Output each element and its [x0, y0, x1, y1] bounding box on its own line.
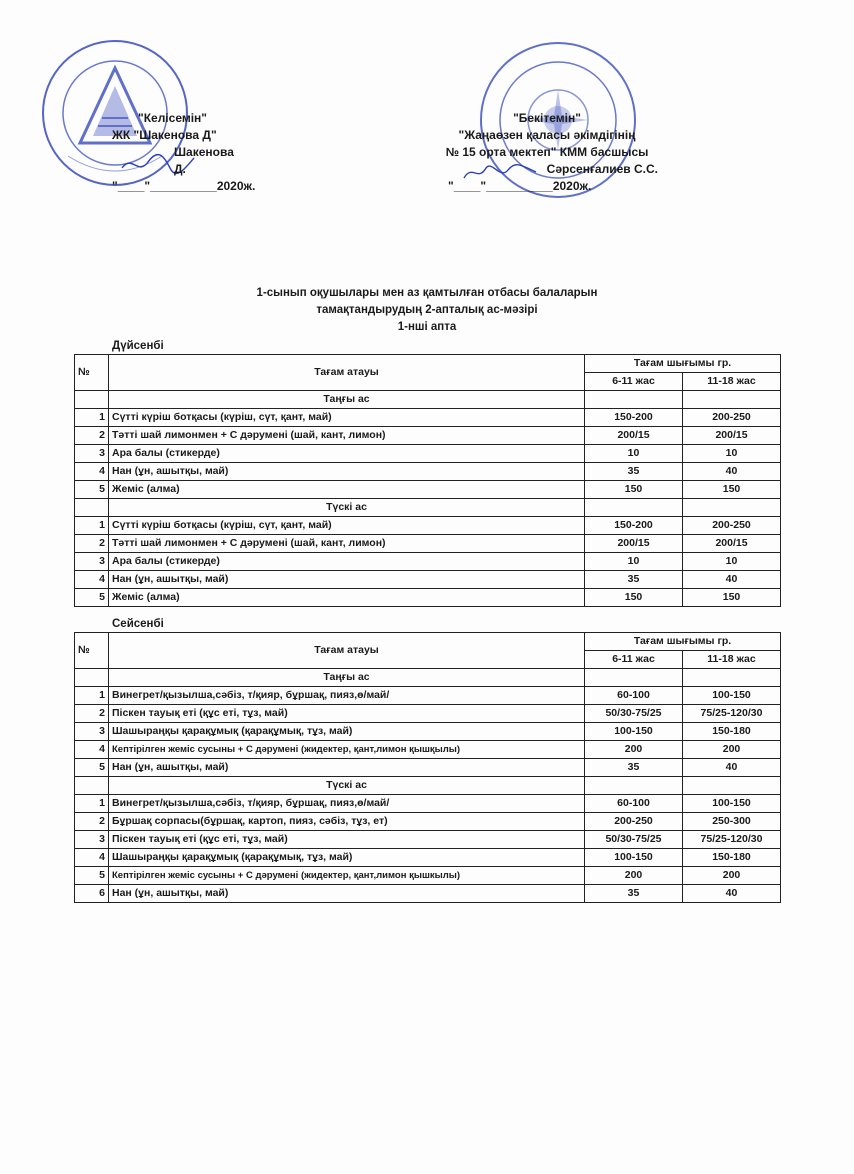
dish-name: Сүтті күріш ботқасы (күріш, сүт, қант, май) [109, 409, 585, 427]
day-label-tuesday: Сейсенбі [112, 618, 164, 630]
header-age-6-11: 6-11 жас [585, 373, 683, 391]
monday-breakfast [75, 391, 781, 499]
row-number: 5 [75, 759, 109, 777]
portion-6-11: 35 [585, 463, 683, 481]
table-row [75, 687, 781, 705]
left-approval-block [112, 110, 256, 195]
meal-title: Таңғы ас [109, 669, 585, 687]
row-number: 5 [75, 589, 109, 607]
row-number: 2 [75, 427, 109, 445]
table-row [75, 481, 781, 499]
table-row [75, 849, 781, 867]
table-row [75, 589, 781, 607]
portion-6-11: 50/30-75/25 [585, 831, 683, 849]
portion-11-18: 200 [683, 867, 781, 885]
dish-name: Піскен тауық еті (құс еті, тұз, май) [109, 705, 585, 723]
dish-name: Жеміс (алма) [109, 481, 585, 499]
row-number: 4 [75, 463, 109, 481]
row-number: 3 [75, 445, 109, 463]
row-number: 3 [75, 553, 109, 571]
dish-name: Шашыраңқы қарақұмық (қарақұмық, тұз, май) [109, 849, 585, 867]
day-label-monday: Дүйсенбі [112, 340, 164, 352]
right-approval-org: "Жаңаөзен қаласы әкімдігінің [458, 128, 636, 142]
monday-lunch [75, 499, 781, 607]
portion-11-18: 150 [683, 589, 781, 607]
portion-6-11: 10 [585, 445, 683, 463]
portion-6-11: 200 [585, 867, 683, 885]
portion-11-18: 200-250 [683, 517, 781, 535]
right-approval-signer: Сәрсенғалиев С.С. [546, 162, 658, 176]
portion-11-18: 100-150 [683, 795, 781, 813]
table-row [75, 813, 781, 831]
portion-6-11: 60-100 [585, 795, 683, 813]
menu-title-line2: тамақтандырудың 2-апталық ас-мәзірі [316, 304, 538, 316]
row-number: 5 [75, 481, 109, 499]
portion-6-11: 150-200 [585, 409, 683, 427]
dish-name: Шашыраңқы қарақұмық (қарақұмық, тұз, май) [109, 723, 585, 741]
header-num: № [75, 355, 109, 391]
portion-6-11: 200/15 [585, 427, 683, 445]
right-approval-label: "Бекітемін" [513, 111, 581, 125]
table-row [75, 705, 781, 723]
row-number: 4 [75, 571, 109, 589]
right-approval-date: "____"__________2020ж. [448, 179, 592, 193]
table-row [75, 571, 781, 589]
portion-6-11: 100-150 [585, 849, 683, 867]
tuesday-breakfast [75, 669, 781, 777]
dish-name: Бұршақ сорпасы(бұршақ, картоп, пияз, сәбіз, тұз, ет) [109, 813, 585, 831]
dish-name: Винегрет/қызылша,сәбіз, т/қияр, бұршақ, пияз,ө/май/ [109, 687, 585, 705]
portion-6-11: 35 [585, 571, 683, 589]
left-approval-date: "____"__________2020ж. [112, 179, 256, 193]
table-row [75, 759, 781, 777]
dish-name: Нан (ұн, ашытқы, май) [109, 885, 585, 903]
dish-name: Нан (ұн, ашытқы, май) [109, 571, 585, 589]
table-row [75, 445, 781, 463]
portion-6-11: 150 [585, 481, 683, 499]
row-number: 1 [75, 517, 109, 535]
meal-title: Таңғы ас [109, 391, 585, 409]
header-num: № [75, 633, 109, 669]
portion-11-18: 250-300 [683, 813, 781, 831]
header-portion: Тағам шығымы гр. [585, 355, 781, 373]
portion-11-18: 200-250 [683, 409, 781, 427]
row-number: 2 [75, 535, 109, 553]
portion-11-18: 75/25-120/30 [683, 831, 781, 849]
dish-name: Піскен тауық еті (құс еті, тұз, май) [109, 831, 585, 849]
portion-6-11: 50/30-75/25 [585, 705, 683, 723]
menu-table-tuesday [74, 632, 781, 903]
row-number: 4 [75, 741, 109, 759]
dish-name: Кептірілген жеміс сусыны + С дәрумені (жидектер, қант,лимон қышкылы) [109, 867, 585, 885]
header-portion: Тағам шығымы гр. [585, 633, 781, 651]
portion-11-18: 200/15 [683, 427, 781, 445]
row-number: 3 [75, 723, 109, 741]
dish-name: Ара балы (стикерде) [109, 553, 585, 571]
row-number: 1 [75, 409, 109, 427]
dish-name: Тәтті шай лимонмен + С дәрумені (шай, кант, лимон) [109, 427, 585, 445]
portion-11-18: 150-180 [683, 849, 781, 867]
row-number: 4 [75, 849, 109, 867]
row-number: 2 [75, 813, 109, 831]
portion-6-11: 200/15 [585, 535, 683, 553]
portion-11-18: 150 [683, 481, 781, 499]
portion-11-18: 40 [683, 759, 781, 777]
table-row [75, 831, 781, 849]
row-number: 6 [75, 885, 109, 903]
table-row [75, 517, 781, 535]
row-number: 5 [75, 867, 109, 885]
meal-title: Түскі ас [109, 499, 585, 517]
portion-6-11: 200-250 [585, 813, 683, 831]
left-approval-org: ЖК "Шакенова Д" [112, 128, 217, 142]
dish-name: Нан (ұн, ашытқы, май) [109, 759, 585, 777]
table-row [75, 463, 781, 481]
header-dish: Тағам атауы [109, 355, 585, 391]
meal-title: Түскі ас [109, 777, 585, 795]
row-number: 1 [75, 795, 109, 813]
dish-name: Ара балы (стикерде) [109, 445, 585, 463]
header-dish: Тағам атауы [109, 633, 585, 669]
left-approval-label: "Келісемін" [138, 111, 207, 125]
portion-11-18: 40 [683, 571, 781, 589]
table-row [75, 723, 781, 741]
portion-11-18: 200 [683, 741, 781, 759]
dish-name: Тәтті шай лимонмен + С дәрумені (шай, кант, лимон) [109, 535, 585, 553]
portion-6-11: 35 [585, 759, 683, 777]
portion-6-11: 200 [585, 741, 683, 759]
dish-name: Винегрет/қызылша,сәбіз, т/қияр, бұршақ, пияз,ө/май/ [109, 795, 585, 813]
header-age-11-18: 11-18 жас [683, 373, 781, 391]
table-row [75, 553, 781, 571]
menu-title-line1: 1-сынып оқушылары мен аз қамтылған отбасы балаларын [256, 287, 598, 299]
row-number: 3 [75, 831, 109, 849]
portion-6-11: 150 [585, 589, 683, 607]
table-row [75, 795, 781, 813]
portion-6-11: 35 [585, 885, 683, 903]
header-age-6-11: 6-11 жас [585, 651, 683, 669]
table-row [75, 427, 781, 445]
table-row [75, 867, 781, 885]
portion-11-18: 75/25-120/30 [683, 705, 781, 723]
right-approval-block [432, 110, 662, 195]
row-number: 1 [75, 687, 109, 705]
portion-6-11: 10 [585, 553, 683, 571]
portion-6-11: 60-100 [585, 687, 683, 705]
portion-11-18: 40 [683, 463, 781, 481]
portion-11-18: 150-180 [683, 723, 781, 741]
menu-title-line3: 1-нші апта [397, 321, 457, 333]
portion-6-11: 100-150 [585, 723, 683, 741]
table-row [75, 535, 781, 553]
portion-11-18: 40 [683, 885, 781, 903]
menu-table-monday [74, 354, 781, 607]
portion-11-18: 100-150 [683, 687, 781, 705]
row-number: 2 [75, 705, 109, 723]
dish-name: Жеміс (алма) [109, 589, 585, 607]
table-row [75, 885, 781, 903]
portion-6-11: 150-200 [585, 517, 683, 535]
dish-name: Нан (ұн, ашытқы, май) [109, 463, 585, 481]
left-approval-signer: Шакенова Д. [174, 145, 234, 176]
dish-name: Сүтті күріш ботқасы (күріш, сүт, қант, май) [109, 517, 585, 535]
tuesday-lunch [75, 777, 781, 903]
header-age-11-18: 11-18 жас [683, 651, 781, 669]
portion-11-18: 10 [683, 445, 781, 463]
table-row [75, 741, 781, 759]
portion-11-18: 10 [683, 553, 781, 571]
dish-name: Кептірілген жеміс сусыны + С дәрумені (жидектер, қант,лимон қышқылы) [109, 741, 585, 759]
table-row [75, 409, 781, 427]
portion-11-18: 200/15 [683, 535, 781, 553]
right-approval-org2: № 15 орта мектеп" КММ басшысы [445, 145, 649, 159]
